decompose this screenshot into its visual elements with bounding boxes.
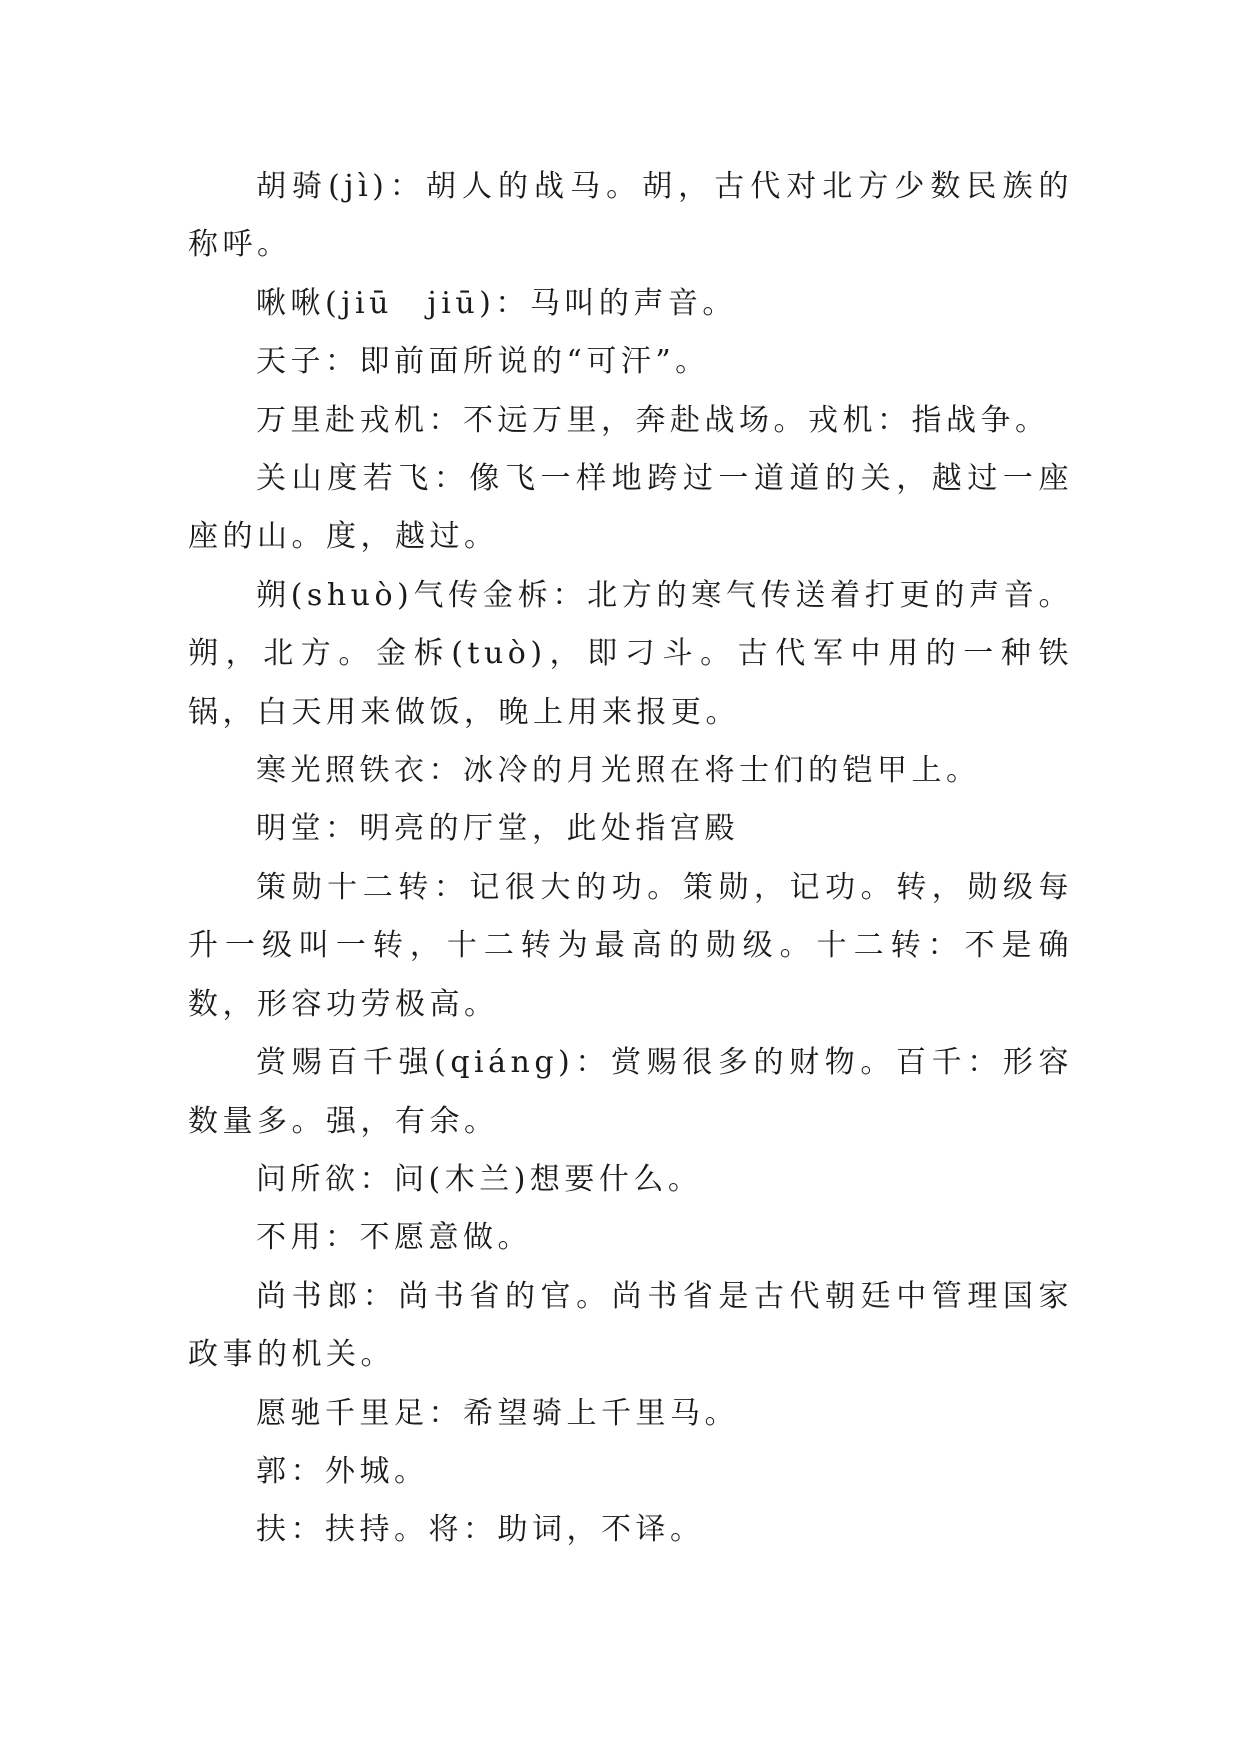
note-paragraph: 问所欲：问(木兰)想要什么。 bbox=[256, 1161, 703, 1197]
note-paragraph: 寒光照铁衣：冰冷的月光照在将士们的铠甲上。 bbox=[256, 753, 981, 789]
note-paragraph: 啾啾(jiū jiū)：马叫的声音。 bbox=[256, 285, 737, 321]
note-paragraph: 万里赴戎机：不远万里，奔赴战场。戎机：指战争。 bbox=[256, 402, 1050, 438]
note-paragraph: 郭：外城。 bbox=[256, 1453, 429, 1489]
note-paragraph: 关山度若飞：像飞一样地跨过一道道的关，越过一座座的山。度，越过。 bbox=[188, 461, 1073, 555]
note-paragraph: 愿驰千里足：希望骑上千里马。 bbox=[256, 1395, 739, 1431]
note-paragraph: 尚书郎：尚书省的官。尚书省是古代朝廷中管理国家政事的机关。 bbox=[188, 1278, 1073, 1373]
note-paragraph: 朔(shuò)气传金柝：北方的寒气传送着打更的声音。朔，北方。金柝(tuò)，即刁斗。古代军中用的一种铁锅，白天用来做饭，晚上用来报更。 bbox=[188, 577, 1073, 730]
note-paragraph: 胡骑(jì)：胡人的战马。胡，古代对北方少数民族的称呼。 bbox=[188, 169, 1073, 263]
note-paragraph: 策勋十二转：记很大的功。策勋，记功。转，勋级每升一级叫一转，十二转为最高的勋级。十二转：不是确数，形容功劳极高。 bbox=[188, 869, 1073, 1022]
note-paragraph: 明堂：明亮的厅堂，此处指宫殿 bbox=[256, 811, 739, 847]
note-paragraph: 扶：扶持。将：助词，不译。 bbox=[256, 1512, 705, 1548]
note-paragraph: 不用：不愿意做。 bbox=[256, 1220, 532, 1256]
note-paragraph: 天子：即前面所说的“可汗”。 bbox=[256, 344, 710, 380]
annotation-text bbox=[188, 158, 1073, 1560]
note-paragraph: 赏赐百千强(qiáng)：赏赐很多的财物。百千：形容数量多。强，有余。 bbox=[188, 1045, 1073, 1139]
